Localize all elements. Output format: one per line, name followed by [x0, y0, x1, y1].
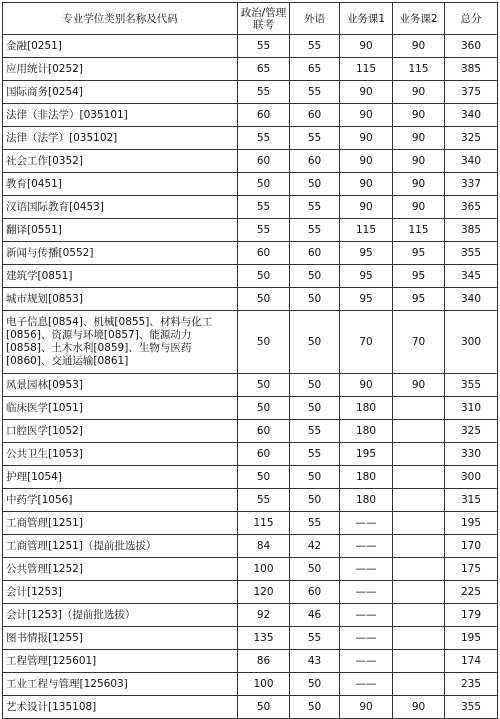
cell-name: 公共卫生[1053]	[3, 443, 238, 466]
cell-politics: 50	[238, 265, 290, 288]
cell-name: 临床医学[1051]	[3, 397, 238, 420]
cell-total: 225	[445, 581, 498, 604]
table-row	[3, 535, 498, 558]
table-row	[3, 397, 498, 420]
header-politics: 政治/管理联考	[238, 3, 290, 35]
cell-course2	[393, 512, 445, 535]
cell-foreign: 50	[290, 558, 340, 581]
cell-name: 汉语国际教育[0453]	[3, 196, 238, 219]
cell-name: 工商管理[1251]	[3, 512, 238, 535]
table-row	[3, 58, 498, 81]
cell-politics: 50	[238, 696, 290, 719]
cell-politics: 65	[238, 58, 290, 81]
cell-foreign: 55	[290, 81, 340, 104]
cell-name: 金融[0251]	[3, 35, 238, 58]
header-row	[3, 3, 498, 35]
cell-total: 235	[445, 673, 498, 696]
cell-name: 风景园林[0953]	[3, 374, 238, 397]
cell-politics: 50	[238, 397, 290, 420]
cell-course1: 115	[340, 58, 393, 81]
cell-course1: 90	[340, 150, 393, 173]
cell-course1: 90	[340, 173, 393, 196]
cell-name: 工业工程与管理[125603]	[3, 673, 238, 696]
cell-course2: 90	[393, 104, 445, 127]
cell-politics: 92	[238, 604, 290, 627]
header-course1: 业务课1	[340, 3, 393, 35]
cell-politics: 115	[238, 512, 290, 535]
table-row	[3, 581, 498, 604]
cell-course1: ——	[340, 512, 393, 535]
cell-politics: 50	[238, 466, 290, 489]
cell-total: 330	[445, 443, 498, 466]
cell-foreign: 43	[290, 650, 340, 673]
cell-total: 360	[445, 35, 498, 58]
cell-total: 340	[445, 104, 498, 127]
table-row	[3, 127, 498, 150]
table-row	[3, 219, 498, 242]
cell-name: 法律（非法学）[035101]	[3, 104, 238, 127]
cell-course2: 115	[393, 58, 445, 81]
cell-course2	[393, 673, 445, 696]
cell-name: 翻译[0551]	[3, 219, 238, 242]
cell-course1: 90	[340, 104, 393, 127]
table-row	[3, 650, 498, 673]
table-row	[3, 673, 498, 696]
cell-name: 工程管理[125601]	[3, 650, 238, 673]
cell-total: 355	[445, 374, 498, 397]
cell-name: 中药学[1056]	[3, 489, 238, 512]
cell-foreign: 55	[290, 443, 340, 466]
cell-course1: 95	[340, 265, 393, 288]
cell-course2: 95	[393, 288, 445, 311]
cell-name: 口腔医学[1052]	[3, 420, 238, 443]
cell-foreign: 50	[290, 696, 340, 719]
cell-name: 会计[1253]	[3, 581, 238, 604]
cell-name: 电子信息[0854]、机械[0855]、材料与化工[0856]、资源与环境[0857]、能源动力[0858]、土木水利[0859]、生物与医药[0860]、交通运输[0861]	[3, 311, 238, 374]
score-table	[2, 2, 498, 719]
cell-course1: 90	[340, 696, 393, 719]
table-row	[3, 420, 498, 443]
table-row	[3, 696, 498, 719]
cell-course2	[393, 443, 445, 466]
cell-total: 325	[445, 420, 498, 443]
cell-total: 340	[445, 150, 498, 173]
cell-name: 工商管理[1251]（提前批选拔）	[3, 535, 238, 558]
cell-foreign: 50	[290, 489, 340, 512]
cell-foreign: 60	[290, 581, 340, 604]
cell-course1: ——	[340, 558, 393, 581]
cell-total: 315	[445, 489, 498, 512]
cell-foreign: 55	[290, 127, 340, 150]
cell-course1: 180	[340, 466, 393, 489]
cell-course2: 115	[393, 219, 445, 242]
cell-politics: 84	[238, 535, 290, 558]
cell-course2: 70	[393, 311, 445, 374]
table-row	[3, 265, 498, 288]
table-row	[3, 512, 498, 535]
table-row	[3, 150, 498, 173]
cell-course1: 90	[340, 127, 393, 150]
cell-total: 337	[445, 173, 498, 196]
cell-foreign: 55	[290, 219, 340, 242]
cell-foreign: 50	[290, 288, 340, 311]
cell-course2: 90	[393, 696, 445, 719]
cell-course1: 180	[340, 420, 393, 443]
table-row	[3, 242, 498, 265]
table-row	[3, 489, 498, 512]
cell-foreign: 50	[290, 466, 340, 489]
cell-total: 355	[445, 242, 498, 265]
cell-total: 195	[445, 627, 498, 650]
cell-course2: 90	[393, 81, 445, 104]
cell-total: 175	[445, 558, 498, 581]
cell-politics: 120	[238, 581, 290, 604]
cell-course1: ——	[340, 581, 393, 604]
cell-total: 340	[445, 288, 498, 311]
cell-total: 195	[445, 512, 498, 535]
cell-name: 护理[1054]	[3, 466, 238, 489]
cell-course1: ——	[340, 627, 393, 650]
cell-name: 艺术设计[135108]	[3, 696, 238, 719]
cell-course1: ——	[340, 650, 393, 673]
cell-politics: 60	[238, 420, 290, 443]
cell-politics: 55	[238, 35, 290, 58]
cell-politics: 60	[238, 242, 290, 265]
cell-course2: 90	[393, 127, 445, 150]
cell-foreign: 50	[290, 397, 340, 420]
cell-total: 325	[445, 127, 498, 150]
header-course2: 业务课2	[393, 3, 445, 35]
cell-politics: 50	[238, 374, 290, 397]
cell-foreign: 60	[290, 150, 340, 173]
cell-foreign: 50	[290, 265, 340, 288]
cell-course2	[393, 650, 445, 673]
table-row	[3, 311, 498, 374]
cell-total: 170	[445, 535, 498, 558]
cell-course2: 90	[393, 35, 445, 58]
cell-course1: 95	[340, 288, 393, 311]
header-name: 专业学位类别名称及代码	[3, 3, 238, 35]
table-row	[3, 443, 498, 466]
table-row	[3, 81, 498, 104]
cell-name: 公共管理[1252]	[3, 558, 238, 581]
cell-foreign: 55	[290, 512, 340, 535]
cell-total: 345	[445, 265, 498, 288]
header-foreign: 外语	[290, 3, 340, 35]
cell-name: 建筑学[0851]	[3, 265, 238, 288]
cell-course2	[393, 604, 445, 627]
cell-total: 179	[445, 604, 498, 627]
table-body	[3, 35, 498, 719]
cell-course1: 90	[340, 196, 393, 219]
cell-politics: 60	[238, 443, 290, 466]
cell-politics: 50	[238, 173, 290, 196]
table-row	[3, 558, 498, 581]
cell-politics: 60	[238, 150, 290, 173]
cell-course1: 95	[340, 242, 393, 265]
header-total: 总分	[445, 3, 498, 35]
cell-foreign: 50	[290, 673, 340, 696]
cell-name: 新闻与传播[0552]	[3, 242, 238, 265]
cell-politics: 55	[238, 196, 290, 219]
cell-total: 385	[445, 219, 498, 242]
cell-course1: 115	[340, 219, 393, 242]
cell-name: 国际商务[0254]	[3, 81, 238, 104]
table-row	[3, 604, 498, 627]
cell-course1: 90	[340, 35, 393, 58]
cell-politics: 60	[238, 104, 290, 127]
table-row	[3, 35, 498, 58]
cell-course1: ——	[340, 673, 393, 696]
cell-course2	[393, 420, 445, 443]
cell-politics: 50	[238, 311, 290, 374]
cell-name: 应用统计[0252]	[3, 58, 238, 81]
cell-name: 教育[0451]	[3, 173, 238, 196]
cell-course2: 95	[393, 265, 445, 288]
cell-total: 174	[445, 650, 498, 673]
table-row	[3, 466, 498, 489]
cell-foreign: 55	[290, 35, 340, 58]
cell-name: 社会工作[0352]	[3, 150, 238, 173]
cell-foreign: 55	[290, 627, 340, 650]
cell-name: 图书情报[1255]	[3, 627, 238, 650]
cell-course1: 180	[340, 489, 393, 512]
cell-course2	[393, 489, 445, 512]
cell-politics: 55	[238, 489, 290, 512]
cell-foreign: 60	[290, 242, 340, 265]
cell-course2: 90	[393, 196, 445, 219]
cell-course2: 90	[393, 173, 445, 196]
cell-course1: ——	[340, 604, 393, 627]
cell-course2	[393, 535, 445, 558]
cell-name: 城市规划[0853]	[3, 288, 238, 311]
cell-total: 300	[445, 466, 498, 489]
cell-foreign: 60	[290, 104, 340, 127]
cell-course1: ——	[340, 535, 393, 558]
cell-course1: 195	[340, 443, 393, 466]
cell-total: 375	[445, 81, 498, 104]
table-row	[3, 104, 498, 127]
cell-foreign: 55	[290, 420, 340, 443]
cell-politics: 50	[238, 288, 290, 311]
cell-politics: 86	[238, 650, 290, 673]
cell-foreign: 42	[290, 535, 340, 558]
table-row	[3, 173, 498, 196]
cell-total: 385	[445, 58, 498, 81]
cell-foreign: 46	[290, 604, 340, 627]
table-row	[3, 374, 498, 397]
cell-course2	[393, 397, 445, 420]
cell-course2	[393, 558, 445, 581]
cell-total: 355	[445, 696, 498, 719]
cell-course1: 90	[340, 81, 393, 104]
cell-foreign: 65	[290, 58, 340, 81]
cell-foreign: 50	[290, 173, 340, 196]
cell-name: 法律（法学）[035102]	[3, 127, 238, 150]
cell-foreign: 50	[290, 374, 340, 397]
cell-course2: 90	[393, 150, 445, 173]
cell-politics: 100	[238, 558, 290, 581]
cell-course2	[393, 581, 445, 604]
cell-foreign: 55	[290, 196, 340, 219]
cell-course2	[393, 627, 445, 650]
cell-total: 300	[445, 311, 498, 374]
cell-politics: 100	[238, 673, 290, 696]
cell-foreign: 50	[290, 311, 340, 374]
table-row	[3, 196, 498, 219]
cell-total: 310	[445, 397, 498, 420]
cell-politics: 55	[238, 219, 290, 242]
table-row	[3, 288, 498, 311]
cell-course2: 90	[393, 374, 445, 397]
cell-course1: 180	[340, 397, 393, 420]
table-row	[3, 627, 498, 650]
cell-politics: 55	[238, 127, 290, 150]
cell-name: 会计[1253]（提前批选拔）	[3, 604, 238, 627]
cell-politics: 135	[238, 627, 290, 650]
cell-politics: 55	[238, 81, 290, 104]
cell-course2	[393, 466, 445, 489]
cell-course2: 95	[393, 242, 445, 265]
cell-course1: 90	[340, 374, 393, 397]
cell-course1: 70	[340, 311, 393, 374]
cell-total: 365	[445, 196, 498, 219]
